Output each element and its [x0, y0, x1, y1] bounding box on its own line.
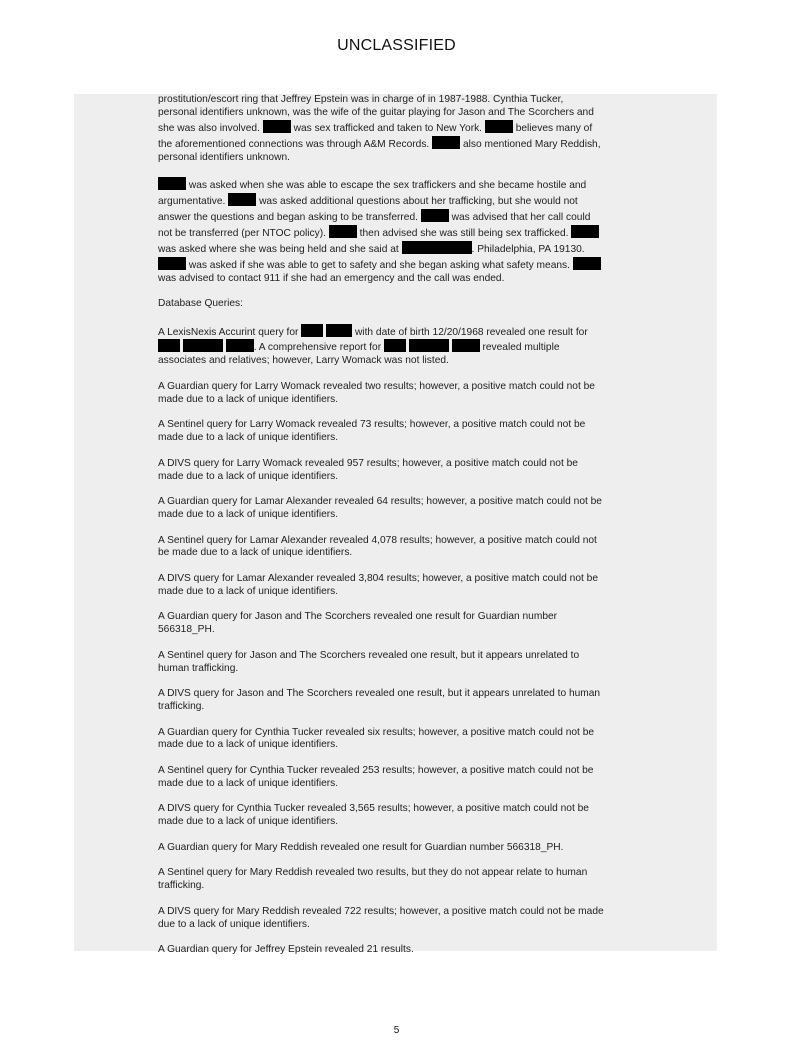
query-result-paragraph: A Guardian query for Larry Womack revealed two results; however, a positive match could not be made due to a lack of unique identifiers.	[158, 380, 595, 405]
redaction-block	[228, 193, 256, 206]
redaction-block	[183, 339, 223, 352]
lexisnexis-paragraph	[158, 324, 604, 369]
text-segment: revealed multiple associates and relatives; however, Larry Womack was not listed.	[158, 342, 560, 367]
narrative-paragraph-1	[158, 94, 604, 165]
text-segment: was asked if she was able to get to safety and she began asking what safety means.	[188, 259, 570, 271]
query-result-paragraph: A Guardian query for Mary Reddish revealed one result for Guardian number 566318_PH.	[158, 841, 564, 853]
query-result-paragraph: A Sentinel query for Mary Reddish revealed two results, but they do not appear relate to human trafficking.	[158, 867, 588, 892]
redaction-block	[402, 241, 472, 254]
text-segment: A LexisNexis Accurint query for	[158, 326, 299, 338]
query-result-paragraph: A DIVS query for Cynthia Tucker revealed 3,565 results; however, a positive match could not be made due to a lack of unique identifiers.	[158, 803, 589, 828]
text-segment: was asked when she was able to escape the sex traffickers and she became hostile and argumentative.	[158, 180, 587, 208]
redaction-block	[432, 136, 460, 149]
redaction-block	[158, 339, 180, 352]
query-result-paragraph: A Guardian query for Jeffrey Epstein revealed 21 results.	[158, 944, 414, 956]
narrative-paragraph-2	[158, 177, 604, 285]
redaction-block	[485, 120, 513, 133]
query-result-paragraph: A DIVS query for Lamar Alexander revealed 3,804 results; however, a positive match could not be made due to a lack of unique identifiers.	[158, 572, 599, 597]
text-segment: was advised to contact 911 if she had an emergency and the call was ended.	[158, 272, 505, 284]
redaction-block	[158, 257, 186, 270]
redaction-block	[452, 339, 480, 352]
query-result-paragraph: A Sentinel query for Jason and The Scorchers revealed one result, but it appears unrelated to human trafficking.	[158, 649, 580, 674]
text-segment: with date of birth 12/20/1968 revealed one result for	[354, 326, 588, 338]
query-result-paragraph: A Guardian query for Jason and The Scorchers revealed one result for Guardian number 566318_PH.	[158, 611, 558, 636]
text-segment: also mentioned Mary Reddish, personal identifiers unknown.	[158, 138, 601, 163]
text-segment: was asked additional questions about her trafficking, but she would not answer the questions and began asking to be transferred.	[158, 196, 578, 223]
text-segment: was advised that her call could not be transferred (per NTOC policy).	[158, 211, 591, 239]
redaction-block	[158, 177, 186, 190]
page-number: 5	[393, 1025, 400, 1036]
query-result-paragraph: A Guardian query for Cynthia Tucker revealed six results; however, a positive match could not be made due to a lack of unique identifiers.	[158, 726, 595, 751]
redaction-block	[384, 339, 406, 352]
text-segment: believes many of the aforementioned connections was through A&M Records.	[158, 122, 593, 150]
document-body	[158, 94, 604, 970]
redaction-block	[409, 339, 449, 352]
query-result-paragraph: A DIVS query for Jason and The Scorchers revealed one result, but it appears unrelated to human trafficking.	[158, 688, 601, 713]
redaction-block	[571, 225, 599, 238]
redaction-block	[263, 120, 291, 133]
text-segment: . Philadelphia, PA 19130.	[471, 243, 585, 255]
query-result-paragraph: A Sentinel query for Cynthia Tucker revealed 253 results; however, a positive match could not be made due to a lack of unique identifiers.	[158, 764, 594, 789]
database-queries-heading: Database Queries:	[158, 298, 243, 310]
query-result-paragraph: A Sentinel query for Lamar Alexander revealed 4,078 results; however, a positive match could not be made due to a lack of unique identifiers.	[158, 534, 597, 559]
query-result-paragraph: A DIVS query for Larry Womack revealed 957 results; however, a positive match could not be made due to a lack of unique identifiers.	[158, 457, 578, 482]
query-result-paragraph: A Guardian query for Lamar Alexander revealed 64 results; however, a positive match could not be made due to a lack of unique identifiers.	[158, 496, 602, 520]
redaction-block	[301, 324, 323, 337]
text-segment: then advised she was still being sex trafficked.	[359, 227, 569, 239]
query-result-paragraph: A DIVS query for Mary Reddish revealed 722 results; however, a positive match could not be made due to a lack of unique identifiers.	[158, 905, 604, 930]
redaction-block	[326, 324, 352, 337]
text-segment: . A comprehensive report for	[253, 342, 382, 354]
redaction-block	[573, 257, 601, 270]
classification-marking: UNCLASSIFIED	[337, 37, 456, 54]
redaction-block	[226, 339, 254, 352]
text-segment: was asked where she was being held and she said at	[158, 243, 399, 255]
text-segment: was sex trafficked and taken to New York.	[293, 122, 483, 134]
redaction-block	[421, 209, 449, 222]
text-segment: prostitution/escort ring that Jeffrey Epstein was in charge of in 1987-1988. Cynthia Tucker, personal identifiers unknown, was the wife of the guitar playing for Jason and The Scorchers and she was also involved.	[158, 94, 594, 134]
query-result-paragraph: A Sentinel query for Larry Womack revealed 73 results; however, a positive match could not be made due to a lack of unique identifiers.	[158, 419, 586, 444]
redaction-block	[329, 225, 357, 238]
